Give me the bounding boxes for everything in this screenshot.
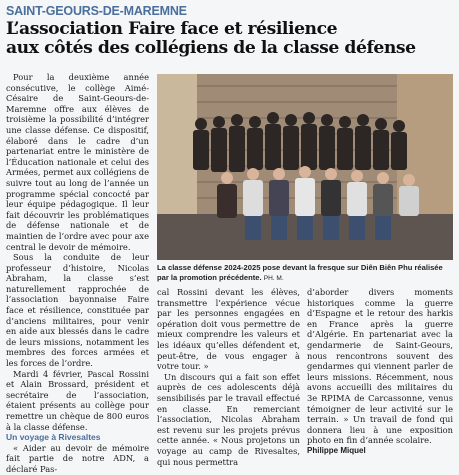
- subheading: Un voyage à Rivesaltes: [6, 432, 101, 443]
- author-signature: Philippe Miquel: [307, 445, 366, 455]
- section-kicker: SAINT-GEOURS-DE-MAREMNE: [6, 4, 187, 18]
- article-column-3: [307, 287, 453, 457]
- paragraph-discours: Un discours qui a fait son effet auprès de ces adolescents déjà sensibilisés par le travail effectué en classe. En remerciant l’association, Nicolas Abraham est revenu sur les projets prévus cette année. « Nous projetons un voyage au camp de Rivesaltes, qui nous permettra: [157, 371, 300, 467]
- photo-caption: [157, 263, 453, 284]
- article-headline: [6, 20, 454, 58]
- photo-credit: PH. M.: [263, 275, 284, 282]
- article-column-1: [6, 72, 149, 475]
- headline-line-2: aux côtés des collégiens de la classe défense: [6, 38, 416, 58]
- paragraph-quote-start: « Aider au devoir de mémoire fait partie de notre ADN, a déclaré Pas-: [6, 442, 149, 474]
- paragraph-quote-end: cal Rossini devant les élèves, transmettre l’expérience vécue par les personnes engagées en opération doit vous permettre de mieux comprendre les valeurs et les idéaux qu’elles défendent et, peut-être, de vous engager à votre tour. »: [157, 287, 300, 372]
- article-column-2: [157, 287, 300, 467]
- paragraph-association: Sous la conduite de leur professeur d’histoire, Nicolas Abraham, la classe s’est naturellement rapprochée de l’association bayonnaise Faire face et résilience, constituée par d’anciens militaires, pour venir en aide aux blessés dans le cadre de leurs missions, notamment les membres des forces armées et les forces de l’ordre.: [6, 252, 149, 369]
- class-photo-illustration: [157, 74, 453, 260]
- paragraph-intro: Pour la deuxième année consécutive, le collège Aimé-Césaire de Saint-Geours-de-Maremne offre aux élèves de troisième la possibilité d’intégrer une classe défense. Ce dispositif, élaboré dans le cadre d’un partenariat entre le ministère de l’Éducation nationale et celui des Armées, permet aux collégiens de suivre tout au long de l’année un programme spécial concocté par leur équipe pédagogique. Il leur fait découvrir les problématiques de défense nationale et de maintien de l’ordre avec pour axe central le devoir de mémoire.: [6, 72, 149, 252]
- caption-text: La classe défense 2024-2025 pose devant la fresque sur Diên Biên Phu réalisée par la promotion précédente.: [157, 263, 443, 282]
- paragraph-projects: d’aborder divers moments historiques comme la guerre d’Espagne et le retour des harkis en France après la guerre d’Algérie. En partenariat avec la gendarmerie de Saint-Geours, nous rencontrons souvent des gendarmes qui viennent parler de leurs missions. Récemment, nous avons accueilli des militaires du 3e RPIMA de Carcassonne, venus témoigner de leur activité sur le terrain. » Un travail de fond qui donnera lieu à une exposition photo en fin d’année scolaire.: [307, 287, 453, 446]
- paragraph-cheque: Mardi 4 février, Pascal Rossini et Alain Brossard, président et secrétaire de l’association, étaient présents au collège pour remettre un chèque de 800 euros à la classe défense.: [6, 368, 149, 432]
- headline-line-1: L’association Faire face et résilience: [6, 19, 338, 39]
- class-photo: [157, 74, 453, 260]
